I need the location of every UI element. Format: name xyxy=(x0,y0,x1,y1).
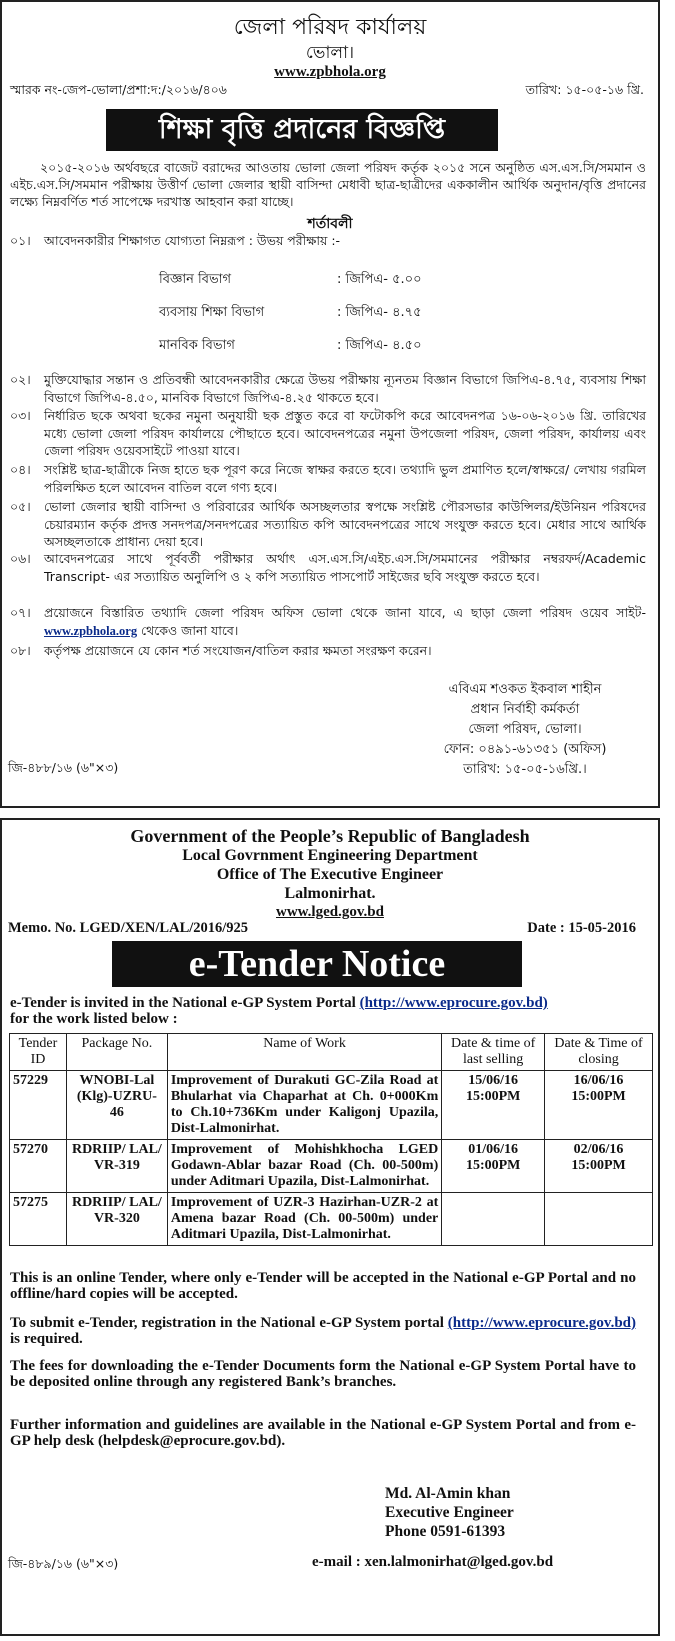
col-header: Name of Work xyxy=(167,1034,441,1071)
package-no: WNOBI-Lal (Klg)-UZRU-46 xyxy=(66,1071,167,1140)
fees-paragraph: The fees for downloading the e-Tender Documents form the National e-GP System Portal have to be deposited online through any registered Bank’s branches. xyxy=(10,1358,636,1390)
gov-name: Government of the People’s Republic of Bangladesh xyxy=(130,826,530,846)
tender-id: 57270 xyxy=(10,1140,67,1193)
closing: 02/06/16 15:00PM xyxy=(545,1140,653,1193)
work-name: Improvement of Durakuti GC-Zila Road at Bhularhat via Chaparhat at Ch. 0+000Km to Ch.10+736Km under Kaligonj Upazila, Dist-Lalmonirhat. xyxy=(167,1071,441,1140)
tender-table xyxy=(9,1033,653,1246)
lged-website[interactable]: www.lged.gov.bd xyxy=(276,904,384,920)
signer-title: Executive Engineer xyxy=(385,1504,514,1521)
guidelines-paragraph: Further information and guidelines are available in the National e-GP System Portal and from e-GP help desk (helpdesk@eprocure.gov.bd). xyxy=(10,1417,636,1449)
package-no: RDRIIP/ LAL/ VR-320 xyxy=(66,1193,167,1246)
notice-banner: শিক্ষা বৃত্তি প্রদানের বিজ্ঞপ্তি xyxy=(106,109,498,151)
condition-8: ০৮। কর্তৃপক্ষ প্রয়োজনে যে কোন শর্ত সংযোজন/বাতিল করার ক্ষমতা সংরক্ষণ করেন। xyxy=(10,643,432,658)
col-header: Package No. xyxy=(66,1034,167,1071)
work-name: Improvement of UZR-3 Hazirhan-UZR-2 at Amena bazar Road (Ch. 00-500m) under Aditmari Upazila, Dist-Lalmonirhat. xyxy=(167,1193,441,1246)
closing: 16/06/16 15:00PM xyxy=(545,1071,653,1140)
table-header-row xyxy=(10,1034,653,1071)
reference-code: জি-৪৮৮/১৬ (৬"×৩) xyxy=(8,760,119,775)
closing xyxy=(545,1193,653,1246)
zpbhola-link[interactable]: www.zpbhola.org xyxy=(44,623,138,638)
place-name: Lalmonirhat. xyxy=(284,885,376,902)
signer-phone: ফোন: ০৪৯১-৬১৩৫১ (অফিস) xyxy=(443,742,607,757)
grade-gpa: : জিপিএ- ৫.০০ xyxy=(337,272,422,287)
memo-number: Memo. No. LGED/XEN/LAL/2016/925 xyxy=(8,920,249,936)
notice-date: Date : 15-05-2016 xyxy=(527,920,636,936)
table-row xyxy=(10,1140,653,1193)
eprocure-register-link[interactable]: (http://www.eprocure.gov.bd) xyxy=(447,1315,636,1331)
tender-banner: e-Tender Notice xyxy=(112,941,522,987)
tender-notice xyxy=(0,818,660,1636)
memo-number: স্মারক নং-জেপ-ভোলা/প্রশা:দ:/২০১৬/৪০৬ xyxy=(10,82,227,97)
grade-gpa: : জিপিএ- ৪.৭৫ xyxy=(337,305,422,320)
online-tender-paragraph: This is an online Tender, where only e-Tender will be accepted in the National e-GP Portal and no offline/hard copies will be accepted. xyxy=(10,1270,636,1302)
col-header: Tender ID xyxy=(10,1034,67,1071)
registration-paragraph: To submit e-Tender, registration in the National e-GP System portal (http://www.eprocure.gov.bd) is required. xyxy=(10,1315,636,1347)
signer-date: তারিখ: ১৫-০৫-১৬খ্রি.। xyxy=(463,762,587,777)
signer-name: Md. Al-Amin khan xyxy=(385,1485,511,1502)
work-name: Improvement of Mohishkhocha LGED Godawn-Ablar bazar Road (Ch. 00-500m) under Aditmari Upazila, Dist-Lalmonirhat. xyxy=(167,1140,441,1193)
table-row xyxy=(10,1193,653,1246)
reference-code: জি-৪৮৯/১৬ (৬"×৩) xyxy=(8,1556,119,1571)
condition-2: ০২। মুক্তিযোদ্ধার সন্তান ও প্রতিবন্ধী আবেদনকারীর ক্ষেত্রে উভয় পরীক্ষায় ন্যূনতম বিজ্ঞান বিভাগে জিপিএ-৪.৭৫, ব্যবসায় শিক্ষা বিভাগে জিপিএ-৪.৫০, মানবিক বিভাগে জিপিএ-৪.২৫ থাকতে হবে। xyxy=(10,372,646,405)
tender-id: 57229 xyxy=(10,1071,67,1140)
last-selling: 15/06/16 15:00PM xyxy=(442,1071,545,1140)
district-name: ভোলা। xyxy=(305,43,355,63)
intro-paragraph: e-Tender is invited in the National e-GP System Portal (http://www.eprocure.gov.bd) for the work listed below : xyxy=(10,995,548,1027)
condition-6: ০৬। আবেদনপত্রের সাথে পূর্ববর্তী পরীক্ষার অর্থাৎ এস.এস.সি/এইচ.এস.সি/সমমানের পরীক্ষার নম্বরফর্দ/Academic Transcript- এর সত্যায়িত অনুলিপি ও ২ কপি সত্যায়িত পাসপোর্ট সাইজের ছবি সংযুক্ত করতে হবে। xyxy=(10,551,646,584)
grade-gpa: : জিপিএ- ৪.৫০ xyxy=(337,338,422,353)
signer-office: জেলা পরিষদ, ভোলা। xyxy=(468,722,582,737)
condition-4: ০৪। সংশ্লিষ্ট ছাত্র-ছাত্রীকে নিজ হাতে ছক পূরণ করে নিজে স্বাক্ষর করতে হবে। তথ্যাদি ভুল প্রমাণিত হলে/স্বাক্ষরে/ লেখায় গরমিল পরিলক্ষিত হলে আবেদন বাতিল বলে গণ্য হবে। xyxy=(10,462,646,495)
table-row xyxy=(10,1071,653,1140)
grade-dept: বিজ্ঞান বিভাগ xyxy=(159,272,231,287)
notice-date: তারিখ: ১৫-০৫-১৬ খ্রি. xyxy=(525,82,644,97)
col-header: Date & time of last selling xyxy=(442,1034,545,1071)
condition-7: ০৭। প্রয়োজনে বিস্তারিত তথ্যাদি জেলা পরিষদ অফিস ভোলা থেকে জানা যাবে, এ ছাড়া জেলা পরিষদ ওয়েব সাইট-www.zpbhola.org থেকেও জানা যাবে। xyxy=(10,605,646,638)
signer-name: এবিএম শওকত ইকবাল শাহীন xyxy=(448,682,602,697)
conditions-heading: শর্তাবলী xyxy=(307,216,353,232)
col-header: Date & Time of closing xyxy=(545,1034,653,1071)
intro-paragraph: ২০১৫-২০১৬ অর্থবছরে বাজেট বরাদ্দের আওতায় ভোলা জেলা পরিষদ কর্তৃক ২০১৫ সনে অনুষ্ঠিত এস.এস.সি/সমমান ও এইচ.এস.সি/সমমান পরীক্ষায় উত্তীর্ণ ভোলা জেলার স্থায়ী বাসিন্দা মেধাবী ছাত্র-ছাত্রীদের এককালীন আর্থিক অনুদান/বৃত্তি প্রদানের লক্ষ্যে নিম্নবর্ণিত শর্ত সাপেক্ষে দরখাস্ত আহবান করা যাচ্ছে। xyxy=(10,160,646,209)
package-no: RDRIIP/ LAL/ VR-319 xyxy=(66,1140,167,1193)
condition-3: ০৩। নির্ধারিত ছকে অথবা ছকের নমুনা অনুযায়ী ছক প্রস্তুত করে বা ফটোকপি করে আবেদনপত্র ১৬-০৬-২০১৬ খ্রি. তারিখের মধ্যে ভোলা জেলা পরিষদ কার্যালয়ে পৌছাতে হবে। আবেদনপত্রের নমুনা উপজেলা পরিষদ, জেলা পরিষদ, কার্যালয় এবং জেলা পরিষদ ওয়েবসাইটে পাওয়া যাবে। xyxy=(10,408,646,458)
eprocure-link[interactable]: (http://www.eprocure.gov.bd) xyxy=(359,995,548,1011)
condition-1: ০১। আবেদনকারীর শিক্ষাগত যোগ্যতা নিম্নরূপ : উভয় পরীক্ষায় :- xyxy=(10,233,341,248)
signer-email: e-mail : xen.lalmonirhat@lged.gov.bd xyxy=(312,1554,554,1570)
website-link[interactable]: www.zpbhola.org xyxy=(274,64,386,80)
last-selling: 01/06/16 15:00PM xyxy=(442,1140,545,1193)
grade-dept: ব্যবসায় শিক্ষা বিভাগ xyxy=(159,305,265,320)
signer-title: প্রধান নির্বাহী কর্মকর্তা xyxy=(470,702,580,717)
signer-phone: Phone 0591-61393 xyxy=(385,1523,506,1540)
last-selling xyxy=(442,1193,545,1246)
tender-id: 57275 xyxy=(10,1193,67,1246)
office-title: জেলা পরিষদ কার্যালয় xyxy=(233,15,427,40)
dept-name: Local Govrnment Engineering Department xyxy=(182,847,478,864)
condition-5: ০৫। ভোলা জেলার স্থায়ী বাসিন্দা ও পরিবারের আর্থিক অসচ্ছলতার স্বপক্ষে সংশ্লিষ্ট পৌরসভার কাউন্সিলর/ইউনিয়ন পরিষদের চেয়ারম্যান কর্তৃক প্রদত্ত সনদপত্র/সনদপত্রের সত্যায়িত কপি আবেদনপত্রের সাথে সংযুক্ত করতে হবে। মেধার সাথে আর্থিক অসচ্ছলতাকে প্রাধান্য দেয়া হবে। xyxy=(10,499,646,549)
scholarship-notice xyxy=(0,0,660,808)
office-name: Office of The Executive Engineer xyxy=(216,866,444,883)
signature-block xyxy=(410,680,640,780)
signature-block xyxy=(385,1484,514,1541)
grade-dept: মানবিক বিভাগ xyxy=(159,338,235,353)
